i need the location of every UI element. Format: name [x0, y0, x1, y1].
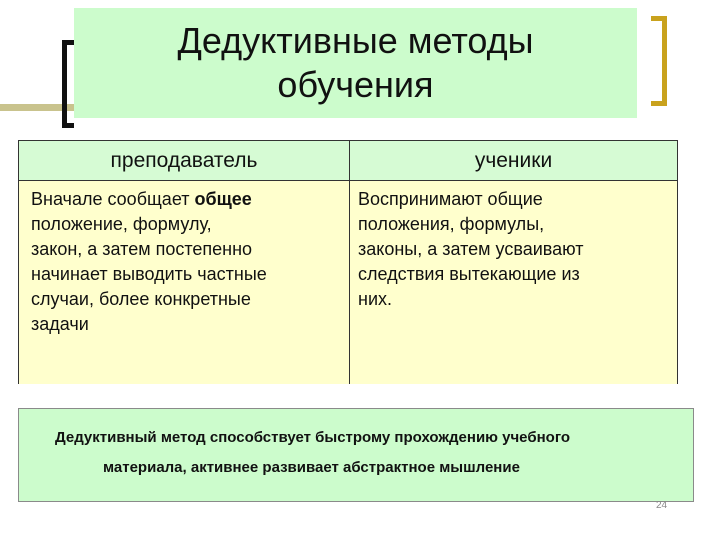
teacher-line: случаи, более конкретные — [31, 289, 251, 309]
note-line1: Дедуктивный метод способствует быстрому прохождению учебного — [55, 429, 571, 446]
table-header-row — [19, 141, 677, 181]
slide-title-box — [74, 8, 637, 118]
left-bracket-decoration — [62, 40, 74, 128]
students-line: следствия вытекающие из — [358, 264, 580, 284]
teacher-line: положение, формулу, — [31, 214, 212, 234]
students-line: них. — [358, 289, 392, 309]
teacher-line: задачи — [31, 314, 89, 334]
slide-title-line2: обучения — [277, 64, 434, 105]
students-cell — [350, 181, 677, 384]
slide-title-line1: Дедуктивные методы — [177, 20, 534, 61]
students-line: положения, формулы, — [358, 214, 545, 234]
teacher-cell — [19, 181, 350, 384]
teacher-text-lead: Вначале сообщает — [31, 189, 195, 209]
note-line2: материала, активнее развивает абстрактное мышление — [103, 459, 520, 476]
teacher-line: начинает выводить частные — [31, 264, 267, 284]
teacher-line — [31, 187, 339, 212]
students-line: законы, а затем усваивают — [358, 239, 584, 259]
right-bracket-decoration — [651, 16, 667, 106]
header-teacher: преподаватель — [19, 141, 350, 180]
teacher-text-bold: общее — [194, 189, 252, 209]
students-line: Воспринимают общие — [358, 189, 543, 209]
header-students: ученики — [474, 148, 553, 172]
teacher-line: закон, а затем постепенно — [31, 239, 253, 259]
summary-note-box — [18, 408, 694, 502]
table-row — [19, 181, 677, 384]
comparison-table — [18, 140, 678, 384]
page-number: 24 — [656, 500, 668, 511]
